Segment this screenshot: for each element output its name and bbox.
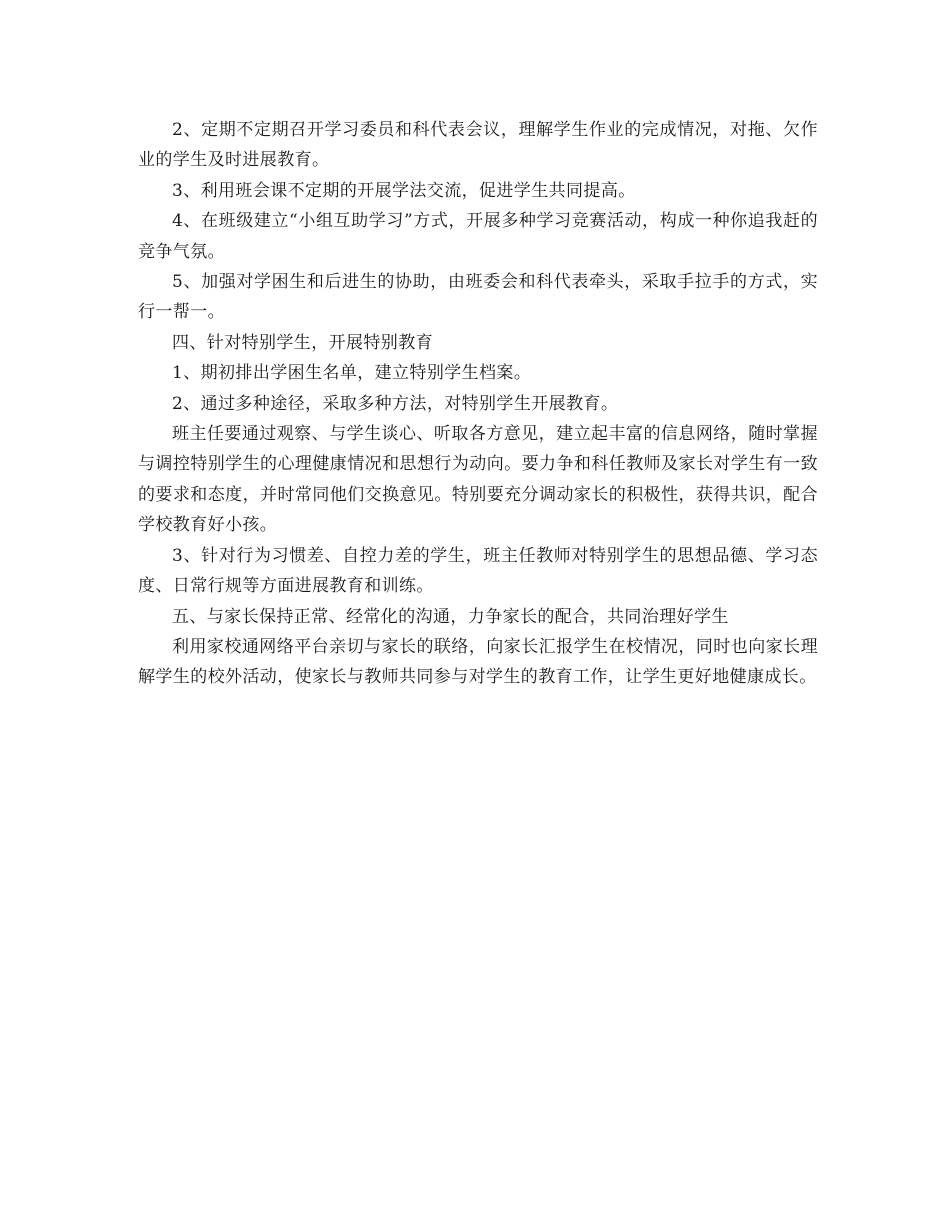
paragraph-body-final: 利用家校通网络平台亲切与家长的联络，向家长汇报学生在校情况，同时也向家长理解学生的校外活动，使家长与教师共同参与对学生的教育工作，让学生更好地健康成长。	[138, 636, 818, 688]
paragraph-item-3b: 3、针对行为习惯差、自控力差的学生，班主任教师对特别学生的思想品德、学习态度、日常行规等方面进展教育和训练。	[138, 545, 818, 597]
paragraph-item-2b: 2、通过多种途径，采取多种方法，对特别学生开展教育。	[172, 393, 619, 414]
paragraph-item-5: 5、加强对学困生和后进生的协助，由班委会和科代表牵头，采取手拉手的方式，实行一帮一。	[138, 272, 818, 323]
paragraph-item-4: 4、在班级建立“小组互助学习”方式，开展多种学习竞赛活动，构成一种你追我赶的竞争气氛。	[138, 211, 818, 262]
document-body	[138, 115, 818, 693]
paragraph-body: 班主任要通过观察、与学生谈心、听取各方意见，建立起丰富的信息网络，随时掌握与调控特别学生的心理健康情况和思想行为动向。要力争和科任教师及家长对学生有一致的要求和态度，并时常同他们交换意见。特别要充分调动家长的积极性，获得共识，配合学校教育好小孩。	[138, 424, 818, 536]
section-heading-4: 四、针对特别学生，开展特别教育	[172, 332, 433, 353]
paragraph-item-2: 2、定期不定期召开学习委员和科代表会议，理解学生作业的完成情况，对拖、欠作业的学生及时进展教育。	[138, 120, 818, 171]
paragraph-item-3: 3、利用班会课不定期的开展学法交流，促进学生共同提高。	[172, 180, 636, 201]
paragraph-item-1: 1、期初排出学困生名单，建立特别学生档案。	[172, 363, 532, 384]
section-heading-5: 五、与家长保持正常、经常化的沟通，力争家长的配合，共同治理好学生	[172, 606, 729, 627]
